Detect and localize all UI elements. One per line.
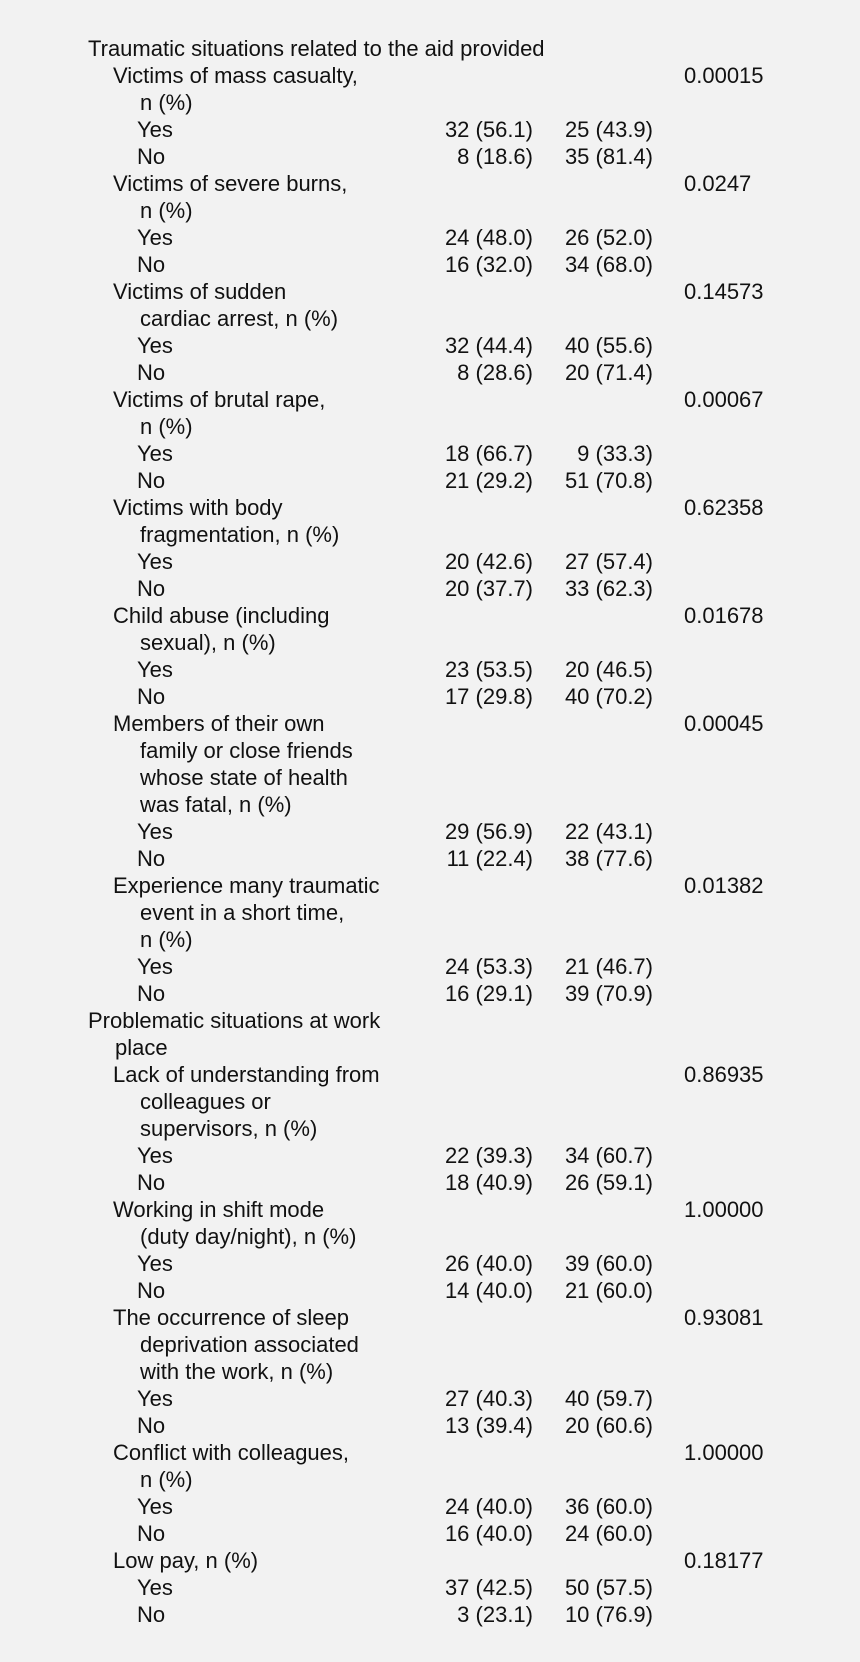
group1-value: 13 (39.4) bbox=[444, 1413, 533, 1438]
table-row bbox=[0, 1358, 860, 1385]
table-row bbox=[0, 89, 860, 116]
table-row bbox=[0, 1601, 860, 1628]
table-row bbox=[0, 1142, 860, 1169]
table-row bbox=[0, 1088, 860, 1115]
group2-value: 40 (59.7) bbox=[564, 1386, 653, 1411]
group1-value: 24 (48.0) bbox=[444, 225, 533, 250]
table-row bbox=[0, 575, 860, 602]
table-row bbox=[0, 1412, 860, 1439]
table-row bbox=[0, 1007, 860, 1034]
row-label: family or close friends bbox=[140, 738, 353, 763]
table-row bbox=[0, 35, 860, 62]
group1-value: 8 (28.6) bbox=[457, 360, 533, 385]
row-label: Experience many traumatic bbox=[113, 873, 380, 898]
group1-value: 27 (40.3) bbox=[444, 1386, 533, 1411]
row-label: Victims of brutal rape, bbox=[113, 387, 326, 412]
table-row bbox=[0, 1331, 860, 1358]
row-label: Yes bbox=[137, 117, 173, 142]
group1-value: 24 (40.0) bbox=[444, 1494, 533, 1519]
table-row bbox=[0, 116, 860, 143]
table-row bbox=[0, 737, 860, 764]
group1-value: 20 (42.6) bbox=[444, 549, 533, 574]
row-label: Victims of mass casualty, bbox=[113, 63, 358, 88]
group2-value: 38 (77.6) bbox=[564, 846, 653, 871]
p-value: 0.00045 bbox=[684, 711, 764, 736]
p-value: 1.00000 bbox=[684, 1197, 764, 1222]
group2-value: 40 (55.6) bbox=[564, 333, 653, 358]
group1-value: 8 (18.6) bbox=[457, 144, 533, 169]
row-label: Victims with body bbox=[113, 495, 283, 520]
row-label: sexual), n (%) bbox=[140, 630, 276, 655]
group2-value: 24 (60.0) bbox=[564, 1521, 653, 1546]
group1-value: 18 (40.9) bbox=[444, 1170, 533, 1195]
group1-value: 14 (40.0) bbox=[444, 1278, 533, 1303]
row-label: No bbox=[137, 252, 166, 277]
table-row bbox=[0, 872, 860, 899]
row-label: n (%) bbox=[140, 198, 193, 223]
row-label: supervisors, n (%) bbox=[140, 1116, 318, 1141]
group1-value: 32 (56.1) bbox=[444, 117, 533, 142]
row-label: Problematic situations at work bbox=[88, 1008, 381, 1033]
table-row bbox=[0, 656, 860, 683]
p-value: 0.01678 bbox=[684, 603, 764, 628]
table-row bbox=[0, 1169, 860, 1196]
group1-value: 18 (66.7) bbox=[444, 441, 533, 466]
group2-value: 51 (70.8) bbox=[564, 468, 653, 493]
table-row bbox=[0, 170, 860, 197]
group2-value: 27 (57.4) bbox=[564, 549, 653, 574]
table-row bbox=[0, 332, 860, 359]
table-row bbox=[0, 224, 860, 251]
group1-value: 32 (44.4) bbox=[444, 333, 533, 358]
table-row bbox=[0, 1304, 860, 1331]
table-row bbox=[0, 1439, 860, 1466]
row-label: Yes bbox=[137, 225, 173, 250]
row-label: No bbox=[137, 981, 166, 1006]
group1-value: 26 (40.0) bbox=[444, 1251, 533, 1276]
group1-value: 24 (53.3) bbox=[444, 954, 533, 979]
row-label: n (%) bbox=[140, 1467, 193, 1492]
table-row bbox=[0, 1277, 860, 1304]
group2-value: 50 (57.5) bbox=[564, 1575, 653, 1600]
table-row bbox=[0, 197, 860, 224]
group2-value: 34 (60.7) bbox=[564, 1143, 653, 1168]
row-label: Victims of sudden bbox=[113, 279, 287, 304]
table-row bbox=[0, 899, 860, 926]
group2-value: 20 (71.4) bbox=[564, 360, 653, 385]
group2-value: 26 (59.1) bbox=[564, 1170, 653, 1195]
row-label: Low pay, n (%) bbox=[113, 1548, 259, 1573]
group2-value: 35 (81.4) bbox=[564, 144, 653, 169]
table-row bbox=[0, 683, 860, 710]
row-label: No bbox=[137, 144, 166, 169]
table-row bbox=[0, 1034, 860, 1061]
p-value: 0.93081 bbox=[684, 1305, 764, 1330]
row-label: Child abuse (including bbox=[113, 603, 330, 628]
table-row bbox=[0, 845, 860, 872]
table-body bbox=[0, 35, 860, 1628]
row-label: Yes bbox=[137, 333, 173, 358]
table-row bbox=[0, 629, 860, 656]
group1-value: 16 (40.0) bbox=[444, 1521, 533, 1546]
row-label: Yes bbox=[137, 1251, 173, 1276]
p-value: 0.62358 bbox=[684, 495, 764, 520]
table-row bbox=[0, 386, 860, 413]
group1-value: 16 (32.0) bbox=[444, 252, 533, 277]
group1-value: 17 (29.8) bbox=[444, 684, 533, 709]
group1-value: 23 (53.5) bbox=[444, 657, 533, 682]
group2-value: 10 (76.9) bbox=[564, 1602, 653, 1627]
row-label: n (%) bbox=[140, 414, 193, 439]
table-row bbox=[0, 278, 860, 305]
group1-value: 16 (29.1) bbox=[444, 981, 533, 1006]
group2-value: 25 (43.9) bbox=[564, 117, 653, 142]
row-label: Yes bbox=[137, 657, 173, 682]
table-row bbox=[0, 359, 860, 386]
row-label: was fatal, n (%) bbox=[140, 792, 292, 817]
row-label: No bbox=[137, 576, 166, 601]
group2-value: 21 (46.7) bbox=[564, 954, 653, 979]
table-row bbox=[0, 1466, 860, 1493]
row-label: No bbox=[137, 1602, 166, 1627]
row-label: cardiac arrest, n (%) bbox=[140, 306, 339, 331]
row-label: No bbox=[137, 468, 166, 493]
group1-value: 3 (23.1) bbox=[457, 1602, 533, 1627]
table-row bbox=[0, 251, 860, 278]
table-row bbox=[0, 1493, 860, 1520]
row-label: colleagues or bbox=[140, 1089, 271, 1114]
table-row bbox=[0, 764, 860, 791]
row-label: place bbox=[115, 1035, 168, 1060]
row-label: Yes bbox=[137, 1386, 173, 1411]
table-row bbox=[0, 602, 860, 629]
p-value: 0.18177 bbox=[684, 1548, 764, 1573]
row-label: Yes bbox=[137, 819, 173, 844]
group2-value: 36 (60.0) bbox=[564, 1494, 653, 1519]
row-label: n (%) bbox=[140, 927, 193, 952]
row-label: No bbox=[137, 1278, 166, 1303]
group2-value: 9 (33.3) bbox=[577, 441, 653, 466]
row-label: No bbox=[137, 1170, 166, 1195]
table-row bbox=[0, 1547, 860, 1574]
table-row bbox=[0, 467, 860, 494]
table-row bbox=[0, 791, 860, 818]
row-label: Working in shift mode bbox=[113, 1197, 325, 1222]
group2-value: 20 (60.6) bbox=[564, 1413, 653, 1438]
table-row bbox=[0, 980, 860, 1007]
table-row bbox=[0, 1061, 860, 1088]
table-row bbox=[0, 1250, 860, 1277]
row-label: The occurrence of sleep bbox=[113, 1305, 350, 1330]
group1-value: 21 (29.2) bbox=[444, 468, 533, 493]
group1-value: 20 (37.7) bbox=[444, 576, 533, 601]
p-value: 0.00015 bbox=[684, 63, 764, 88]
row-label: No bbox=[137, 1413, 166, 1438]
table-row bbox=[0, 413, 860, 440]
p-value: 0.00067 bbox=[684, 387, 764, 412]
row-label: Conflict with colleagues, bbox=[113, 1440, 350, 1465]
row-label: Yes bbox=[137, 1494, 173, 1519]
row-label: No bbox=[137, 360, 166, 385]
p-value: 0.0247 bbox=[684, 171, 752, 196]
group1-value: 37 (42.5) bbox=[444, 1575, 533, 1600]
group1-value: 22 (39.3) bbox=[444, 1143, 533, 1168]
table-row bbox=[0, 710, 860, 737]
group2-value: 33 (62.3) bbox=[564, 576, 653, 601]
p-value: 0.86935 bbox=[684, 1062, 764, 1087]
group2-value: 26 (52.0) bbox=[564, 225, 653, 250]
row-label: deprivation associated bbox=[140, 1332, 359, 1357]
row-label: Yes bbox=[137, 954, 173, 979]
row-label: No bbox=[137, 846, 166, 871]
table-row bbox=[0, 818, 860, 845]
row-label: Yes bbox=[137, 1575, 173, 1600]
group1-value: 29 (56.9) bbox=[444, 819, 533, 844]
table-row bbox=[0, 926, 860, 953]
table-row bbox=[0, 62, 860, 89]
p-value: 0.14573 bbox=[684, 279, 764, 304]
row-label: Lack of understanding from bbox=[113, 1062, 380, 1087]
group2-value: 20 (46.5) bbox=[564, 657, 653, 682]
row-label: Yes bbox=[137, 1143, 173, 1168]
row-label: n (%) bbox=[140, 90, 193, 115]
row-label: No bbox=[137, 1521, 166, 1546]
row-label: Members of their own bbox=[113, 711, 325, 736]
table-row bbox=[0, 953, 860, 980]
table-row bbox=[0, 1196, 860, 1223]
table-row bbox=[0, 548, 860, 575]
table-row bbox=[0, 143, 860, 170]
p-value: 0.01382 bbox=[684, 873, 764, 898]
group2-value: 21 (60.0) bbox=[564, 1278, 653, 1303]
row-label: Yes bbox=[137, 549, 173, 574]
table-row bbox=[0, 1223, 860, 1250]
group2-value: 39 (60.0) bbox=[564, 1251, 653, 1276]
table-row bbox=[0, 440, 860, 467]
group2-value: 39 (70.9) bbox=[564, 981, 653, 1006]
group2-value: 40 (70.2) bbox=[564, 684, 653, 709]
row-label: with the work, n (%) bbox=[140, 1359, 334, 1384]
row-label: Victims of severe burns, bbox=[113, 171, 348, 196]
row-label: Yes bbox=[137, 441, 173, 466]
table-row bbox=[0, 1574, 860, 1601]
row-label: Traumatic situations related to the aid provided bbox=[88, 36, 545, 61]
table-row bbox=[0, 1115, 860, 1142]
row-label: No bbox=[137, 684, 166, 709]
table-row bbox=[0, 1385, 860, 1412]
row-label: (duty day/night), n (%) bbox=[140, 1224, 357, 1249]
row-label: event in a short time, bbox=[140, 900, 345, 925]
p-value: 1.00000 bbox=[684, 1440, 764, 1465]
group2-value: 34 (68.0) bbox=[564, 252, 653, 277]
table-row bbox=[0, 305, 860, 332]
group1-value: 11 (22.4) bbox=[446, 846, 533, 871]
row-label: fragmentation, n (%) bbox=[140, 522, 340, 547]
group2-value: 22 (43.1) bbox=[564, 819, 653, 844]
table-row bbox=[0, 1520, 860, 1547]
table-row bbox=[0, 521, 860, 548]
row-label: whose state of health bbox=[140, 765, 348, 790]
table-row bbox=[0, 494, 860, 521]
